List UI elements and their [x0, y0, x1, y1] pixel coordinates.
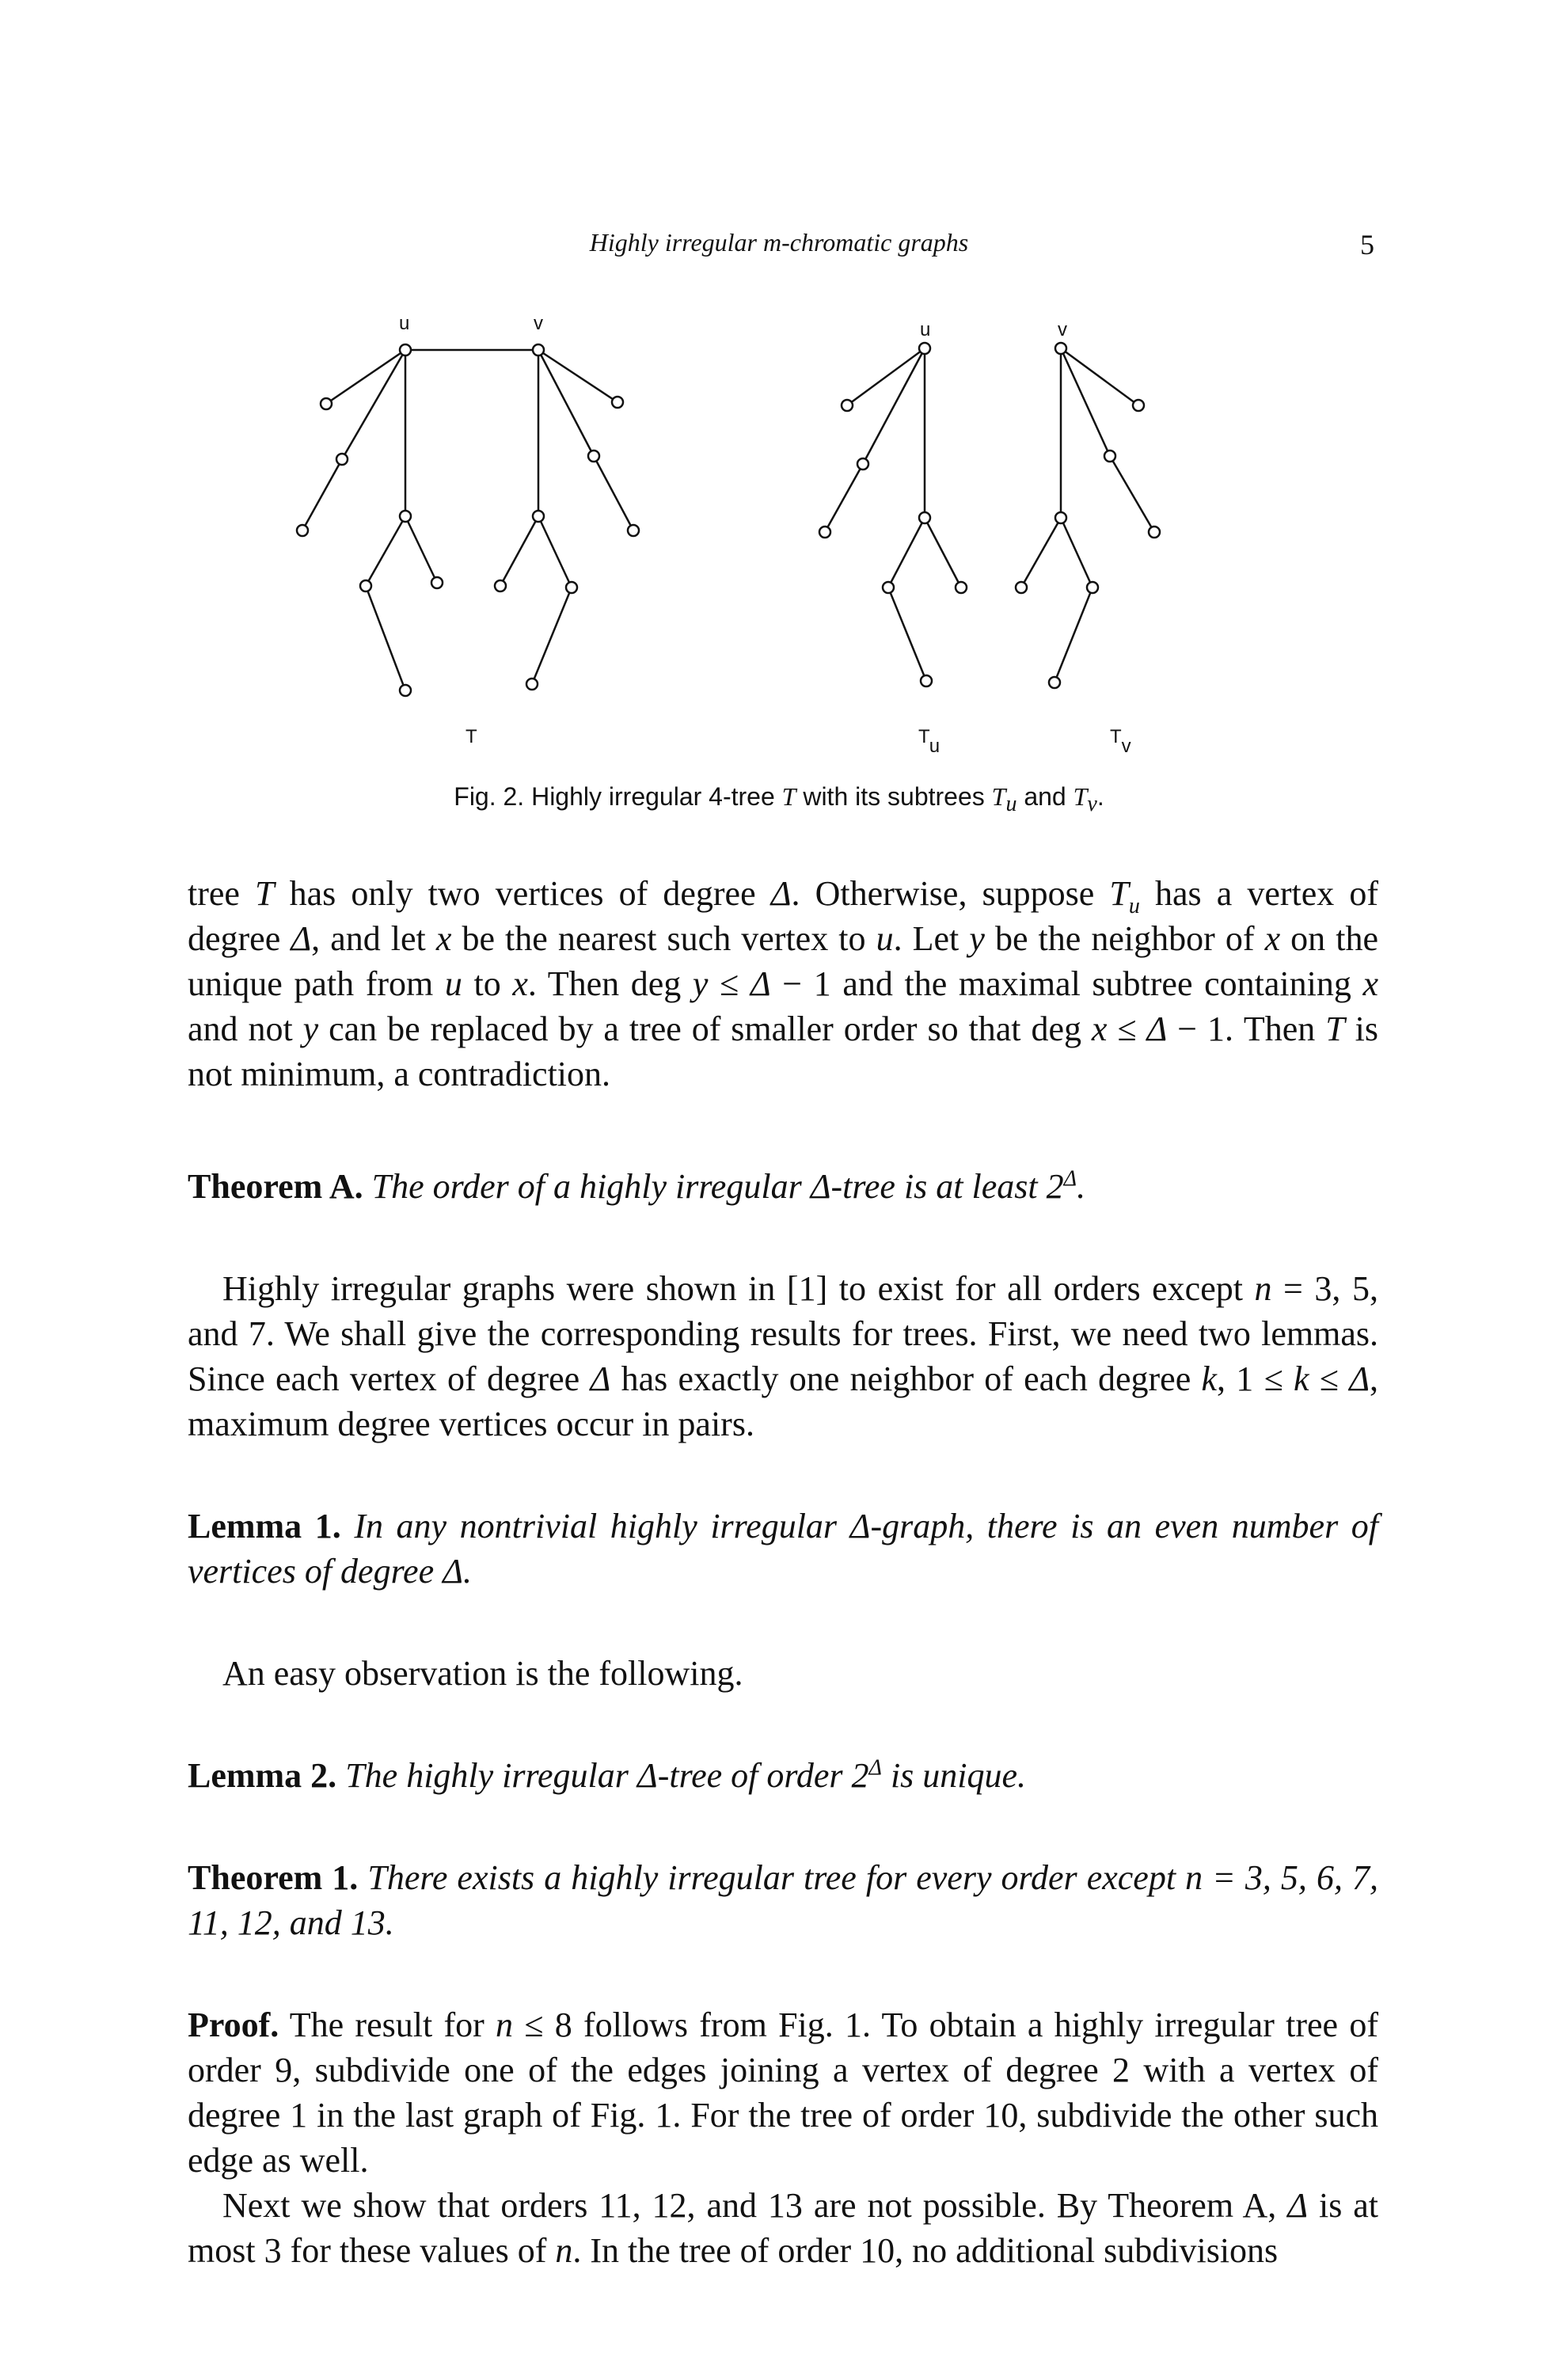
caption-math: T [781, 782, 796, 811]
vertex [400, 685, 411, 696]
caption-text: with its subtrees [796, 782, 992, 811]
math: y [692, 964, 709, 1003]
text: = 3, 5, and 7. We shall give the corresponding results for trees. First, we need two lemmas. Since each vertex of degree [188, 1269, 1378, 1398]
caption-text: . [1096, 782, 1104, 811]
paragraph-next-we-show [188, 2183, 1378, 2273]
text: Next we show that orders 11, 12, and 13 are not possible. By Theorem A, [222, 2186, 1288, 2225]
math: x [1362, 964, 1378, 1003]
text: The order of a highly irregular [363, 1167, 811, 1206]
vertex [297, 525, 308, 536]
text: Highly irregular graphs were shown in [1] to exist for all orders except [222, 1269, 1255, 1308]
math: Δ [1287, 2186, 1309, 2225]
tree-edge [500, 516, 538, 586]
text: = 3, 5, 6, 7, 11, 12, and 13. [188, 1858, 1378, 1942]
caption-text: Fig. 2. Highly irregular 4-tree [454, 782, 782, 811]
vertex-tu-root [919, 343, 930, 354]
math: n [1185, 1858, 1203, 1897]
text: In any nontrivial highly irregular [340, 1507, 850, 1545]
tree-edge [405, 516, 437, 583]
proof-paragraph [188, 2002, 1378, 2183]
math: k [1201, 1359, 1218, 1398]
math: k [1293, 1359, 1309, 1398]
math: T [255, 874, 275, 913]
theorem-1 [188, 1855, 1378, 1945]
tree-edge [1061, 348, 1110, 456]
tree-edge [1061, 518, 1092, 587]
math: n [555, 2231, 573, 2270]
text: be the nearest such vertex to [451, 919, 876, 958]
vertex [400, 511, 411, 522]
text: -graph, there is an even number of vertices of degree [188, 1507, 1379, 1591]
vertex [1016, 582, 1027, 593]
math: Δ [868, 1755, 882, 1781]
theorem-label: Theorem A. [188, 1167, 363, 1206]
math: u [444, 964, 462, 1003]
math: T [1325, 1009, 1345, 1048]
text: The result for [279, 2006, 496, 2044]
vertex-v [533, 344, 544, 355]
text: . Otherwise, suppose [791, 874, 1110, 913]
math: x [512, 964, 528, 1003]
vertex [919, 512, 930, 523]
running-title: Highly irregular m-chromatic graphs [589, 228, 969, 257]
caption-text: and [1016, 782, 1074, 811]
math: n [1254, 1269, 1272, 1308]
lemma-label: Lemma 1. [188, 1507, 341, 1545]
text: be the neighbor of [984, 919, 1265, 958]
vertex [1149, 527, 1160, 538]
text: on the unique path from [188, 919, 1378, 1003]
text: , maximum degree vertices occur in pairs. [188, 1359, 1379, 1443]
tree-label-tu-sub: u [929, 736, 940, 757]
text: has exactly one neighbor of each degree [610, 1359, 1202, 1398]
figure-caption [0, 782, 1558, 817]
text: can be replaced by a tree of smaller order so that deg [318, 1009, 1092, 1048]
tree-edge [538, 350, 618, 402]
tree-edge [594, 456, 633, 530]
vertex [495, 580, 506, 591]
tree-edge [925, 518, 961, 587]
text: ≤ [1309, 1359, 1350, 1398]
math: Δ [810, 1167, 831, 1206]
vertex [883, 582, 894, 593]
vertex [628, 525, 639, 536]
text: There exists a highly irregular tree for every order except [358, 1858, 1186, 1897]
figure-2-trees [269, 309, 1298, 776]
vertex [1055, 512, 1066, 523]
vertex [1133, 400, 1144, 411]
tree-edge [1021, 518, 1061, 587]
lemma-label: Lemma 2. [188, 1756, 337, 1795]
proof-label: Proof. [188, 2006, 279, 2044]
text: . Let [893, 919, 970, 958]
vertex [1104, 451, 1115, 462]
vertex [1049, 677, 1060, 688]
tree-edge [532, 587, 572, 684]
theorem-a [188, 1164, 1378, 1209]
vertex [566, 582, 577, 593]
math: x [435, 919, 452, 958]
tree-edge [538, 350, 594, 456]
vertex [588, 451, 599, 462]
tree-label-tu [918, 726, 940, 757]
tree-label-tv-base: T [1110, 726, 1122, 747]
tree-edge [302, 459, 342, 530]
math: u [1128, 893, 1140, 918]
lemma-1 [188, 1504, 1378, 1594]
text: ≤ 8 follows from Fig. 1. To obtain a highly irregular tree of order 9, subdivide one of the edges joining a vertex of degree 2 with a vertex of degree 1 in the last graph of Fig. 1. For the tree of order 10, subdivide the other such edge as well. [188, 2006, 1378, 2180]
caption-math: u [1005, 792, 1017, 817]
text: -tree is at least 2 [830, 1167, 1064, 1206]
text: The highly irregular [336, 1756, 637, 1795]
math: Δ [849, 1507, 871, 1545]
tree-label-t: T [466, 726, 477, 747]
tree-tu [819, 319, 967, 757]
tree-edge [538, 516, 572, 587]
tree-edge [888, 587, 926, 681]
caption-math: T [991, 782, 1006, 811]
tree-label-tv-sub: v [1121, 736, 1131, 757]
paragraph-highly-irregular-graphs [188, 1266, 1378, 1447]
tree-edge [1110, 456, 1154, 532]
tree-edge [366, 586, 405, 690]
math: T [1109, 874, 1129, 913]
lemma-2 [188, 1753, 1378, 1798]
tree-edge [326, 350, 405, 404]
math: Δ [443, 1552, 463, 1591]
tree-label-tv [1110, 726, 1131, 757]
math: y [969, 919, 985, 958]
tree-edge [366, 516, 405, 586]
math: x [1264, 919, 1281, 958]
vertex-label-u: u [399, 313, 410, 334]
tree-edge [342, 350, 405, 459]
tree-edge [847, 348, 925, 405]
vertex [819, 527, 830, 538]
vertex [321, 398, 332, 409]
vertex [336, 454, 348, 465]
tree-edge [1054, 587, 1092, 682]
vertex [1087, 582, 1098, 593]
paragraph-easy-observation: An easy observation is the following. [222, 1654, 743, 1693]
math: Δ [636, 1756, 658, 1795]
vertex-label-tv-root: v [1058, 319, 1067, 340]
math: x [1091, 1009, 1108, 1048]
tree-edge [888, 518, 925, 587]
text: has a vertex of degree [188, 874, 1379, 958]
body-text [188, 871, 1378, 2273]
math: Δ [291, 919, 312, 958]
page-number: 5 [1360, 229, 1374, 260]
vertex [360, 580, 371, 591]
caption-math: T [1073, 782, 1088, 811]
text: ≤ [708, 964, 750, 1003]
math: y [302, 1009, 319, 1048]
tree-edge [863, 348, 925, 464]
tree-edge [825, 464, 863, 532]
text: tree [188, 874, 256, 913]
text: . In the tree of order 10, no additional subdivisions [572, 2231, 1279, 2270]
vertex [842, 400, 853, 411]
vertex [526, 679, 538, 690]
vertex [533, 511, 544, 522]
text: , and let [311, 919, 436, 958]
caption-math: v [1087, 792, 1097, 817]
text: ≤ [1107, 1009, 1147, 1048]
text: to [462, 964, 513, 1003]
math: Δ [770, 874, 792, 913]
math: Δ [1146, 1009, 1168, 1048]
text: . Then deg [527, 964, 693, 1003]
vertex [956, 582, 967, 593]
text: -tree of order 2 [657, 1756, 869, 1795]
page-header [0, 228, 1558, 268]
math: Δ [590, 1359, 611, 1398]
tree-t [297, 313, 639, 747]
math: Δ [750, 964, 771, 1003]
vertex-label-tu-root: u [920, 319, 931, 340]
tree-tv [1016, 319, 1160, 757]
vertex-tv-root [1055, 343, 1066, 354]
paragraph-proof-continuation [188, 871, 1378, 1097]
vertex [612, 397, 623, 408]
text: . [1077, 1167, 1086, 1206]
math: n [496, 2006, 514, 2044]
vertex [857, 458, 868, 470]
vertex [431, 577, 443, 588]
tree-label-tu-base: T [918, 726, 929, 747]
text: , 1 ≤ [1217, 1359, 1294, 1398]
math: Δ [1349, 1359, 1370, 1398]
text: is at most 3 for these values of [188, 2186, 1379, 2270]
text: and not [188, 1009, 303, 1048]
vertex-u [400, 344, 411, 355]
tree-edge [1061, 348, 1138, 405]
text: − 1. Then [1167, 1009, 1326, 1048]
math: u [876, 919, 894, 958]
text: has only two vertices of degree [274, 874, 771, 913]
vertex [921, 675, 932, 686]
theorem-label: Theorem 1. [188, 1858, 359, 1897]
text: is not minimum, a contradiction. [188, 1009, 1378, 1093]
text: . [462, 1552, 472, 1591]
vertex-label-v: v [534, 313, 543, 334]
text: is unique. [881, 1756, 1027, 1795]
math: Δ [1063, 1166, 1077, 1192]
text: − 1 and the maximal subtree containing [770, 964, 1363, 1003]
